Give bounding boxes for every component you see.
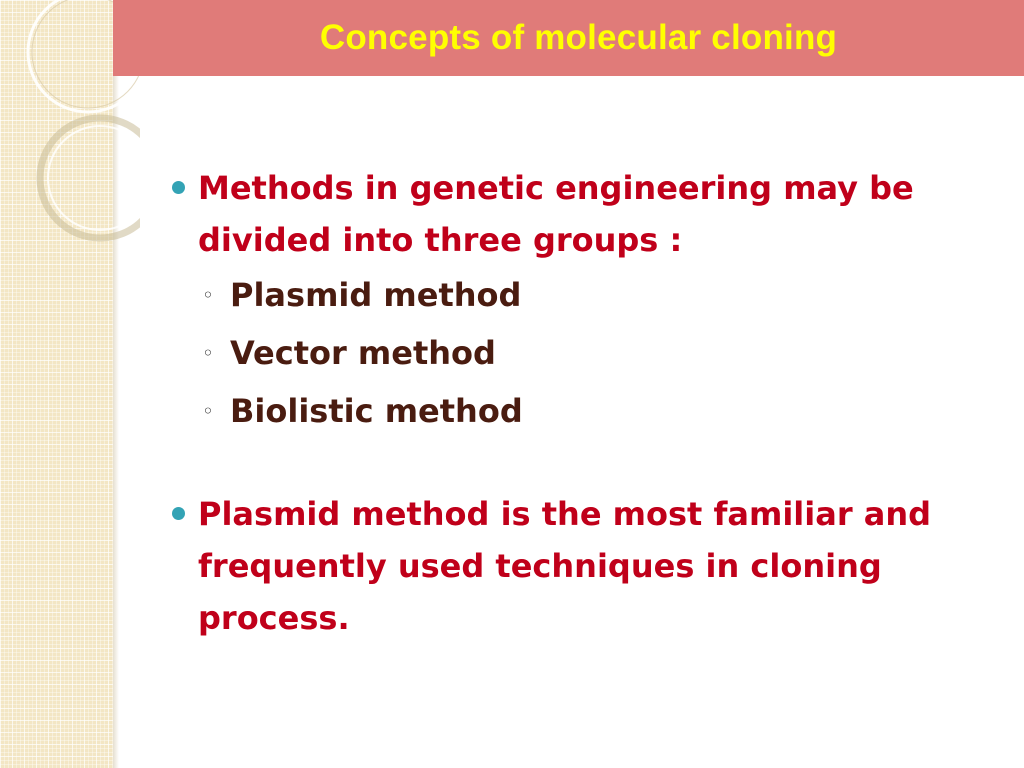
bullet-text: Plasmid method is the most familiar and frequently used techniques in cloning process. [198,495,932,637]
sub-item [168,266,968,324]
bullet-text: Methods in genetic engineering may be divided into three groups : [198,169,914,259]
bullet-dot-icon [172,181,185,194]
sub-list [168,266,968,440]
hollow-circle-bullet-icon: ◦ [202,283,214,307]
sub-item [168,324,968,382]
bullet-dot-icon [172,507,185,520]
sub-item-text: Plasmid method [230,276,522,314]
hollow-circle-bullet-icon: ◦ [202,341,214,365]
bullet-item [168,488,968,644]
bullet-item [168,162,968,266]
sub-item-text: Biolistic method [230,392,523,430]
sub-item-text: Vector method [230,334,496,372]
sub-item [168,382,968,440]
hollow-circle-bullet-icon: ◦ [202,399,214,423]
spacer [168,440,968,488]
slide-title: Concepts of molecular cloning [319,18,838,57]
title-banner [113,0,1024,76]
slide-content [168,162,968,644]
